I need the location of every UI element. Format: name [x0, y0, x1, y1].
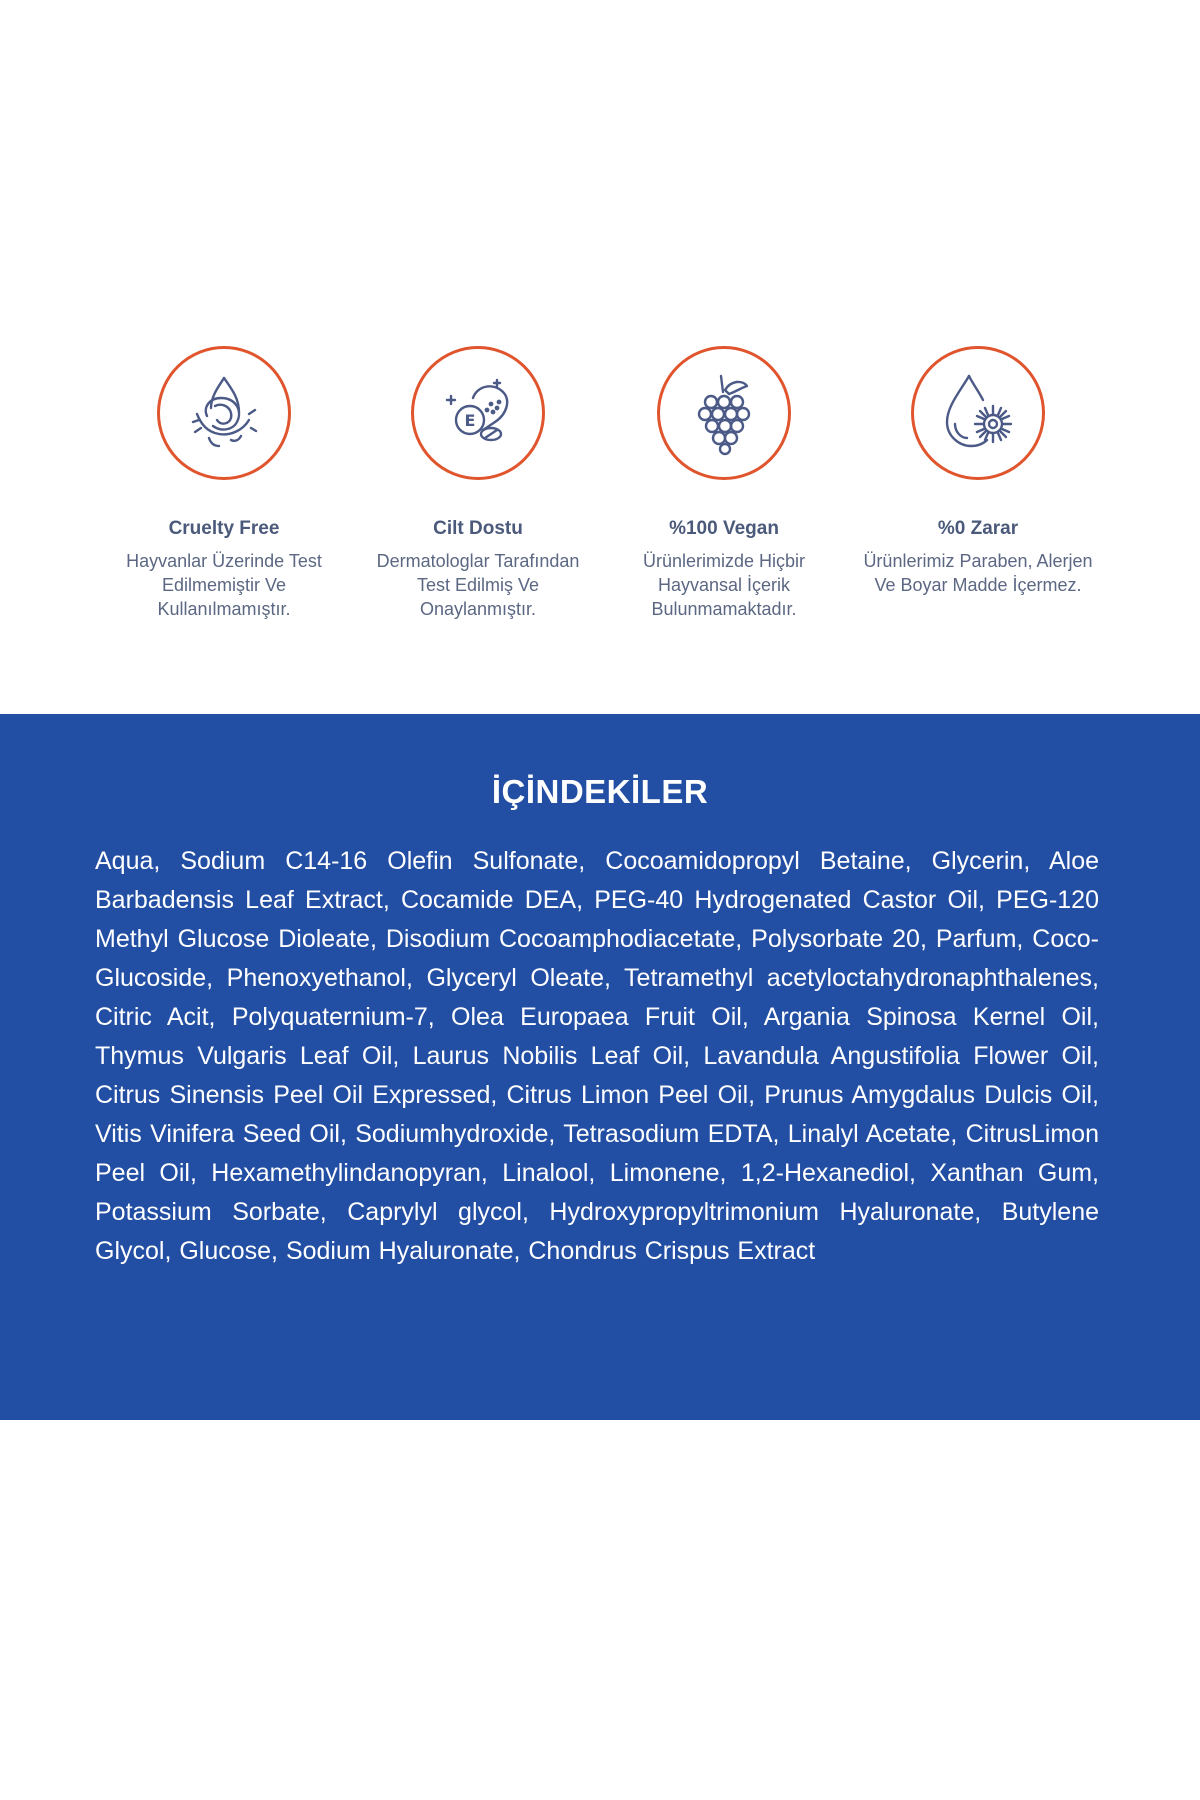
feature-cruelty-free [89, 346, 359, 621]
feature-zero-harm [843, 346, 1113, 597]
feature-icon-ring [657, 346, 791, 480]
feature-description: Ürünlerimizde Hiçbir Hayvansal İçerik Bulunmamaktadır. [642, 551, 806, 619]
feature-title: Cruelty Free [168, 518, 280, 539]
features-section [0, 0, 1200, 714]
feature-icon-ring [157, 346, 291, 480]
ingredients-heading: İÇİNDEKİLER [491, 773, 709, 810]
feature-description: Dermatologlar Tarafından Test Edilmiş Ve Onaylanmıştır. [376, 551, 580, 619]
feature-title: %100 Vegan [669, 518, 779, 539]
svg-text:E: E [464, 411, 476, 430]
almond-splash-icon [179, 368, 269, 458]
feature-icon-ring [911, 346, 1045, 480]
vitamin-e-capsule-icon [433, 368, 523, 458]
feature-title: %0 Zarar [937, 518, 1019, 539]
feature-cilt-dostu [343, 346, 613, 621]
feature-description: Hayvanlar Üzerinde Test Edilmemiştir Ve Kullanılmamıştır. [126, 551, 322, 619]
feature-title: Cilt Dostu [433, 518, 523, 539]
ingredients-list: Aqua, Sodium C14-16 Olefin Sulfonate, Cocoamidopropyl Betaine, Glycerin, Aloe Barbadensis Leaf Extract, Cocamide DEA, PEG-40 Hydrogenated Castor Oil, PEG-120 Methyl Glucose Dioleate, Disodium Cocoamphodiacetate, Polysorbate 20, Parfum, Coco-Glucoside, Phenoxyethanol, Glyceryl Oleate, Tetramethyl acetyloctahydronaphthalenes, Citric Acit, Polyquaternium-7, Olea Europaea Fruit Oil, Argania Spinosa Kernel Oil, Thymus Vulgaris Leaf Oil, Laurus Nobilis Leaf Oil, Lavandula Angustifolia Flower Oil, Citrus Sinensis Peel Oil Expressed, Citrus Limon Peel Oil, Prunus Amygdalus Dulcis Oil, Vitis Vinifera Seed Oil, Sodiumhydroxide, Tetrasodium EDTA, Linalyl Acetate, CitrusLimon Peel Oil, Hexamethylindanopyran, Linalool, Limonene, 1,2-Hexanediol, Xanthan Gum, Potassium Sorbate, Caprylyl glycol, Hydroxypropyltrimonium Hyaluronate, Butylene Glycol, Glucose, Sodium Hyaluronate, Chondrus Crispus Extract [95, 847, 1099, 1265]
drop-sunflower-icon [933, 368, 1023, 458]
grape-icon [679, 368, 769, 458]
ingredients-panel [0, 714, 1200, 1420]
feature-description: Ürünlerimiz Paraben, Alerjen Ve Boyar Madde İçermez. [863, 551, 1093, 595]
feature-icon-ring [411, 346, 545, 480]
feature-vegan [589, 346, 859, 621]
